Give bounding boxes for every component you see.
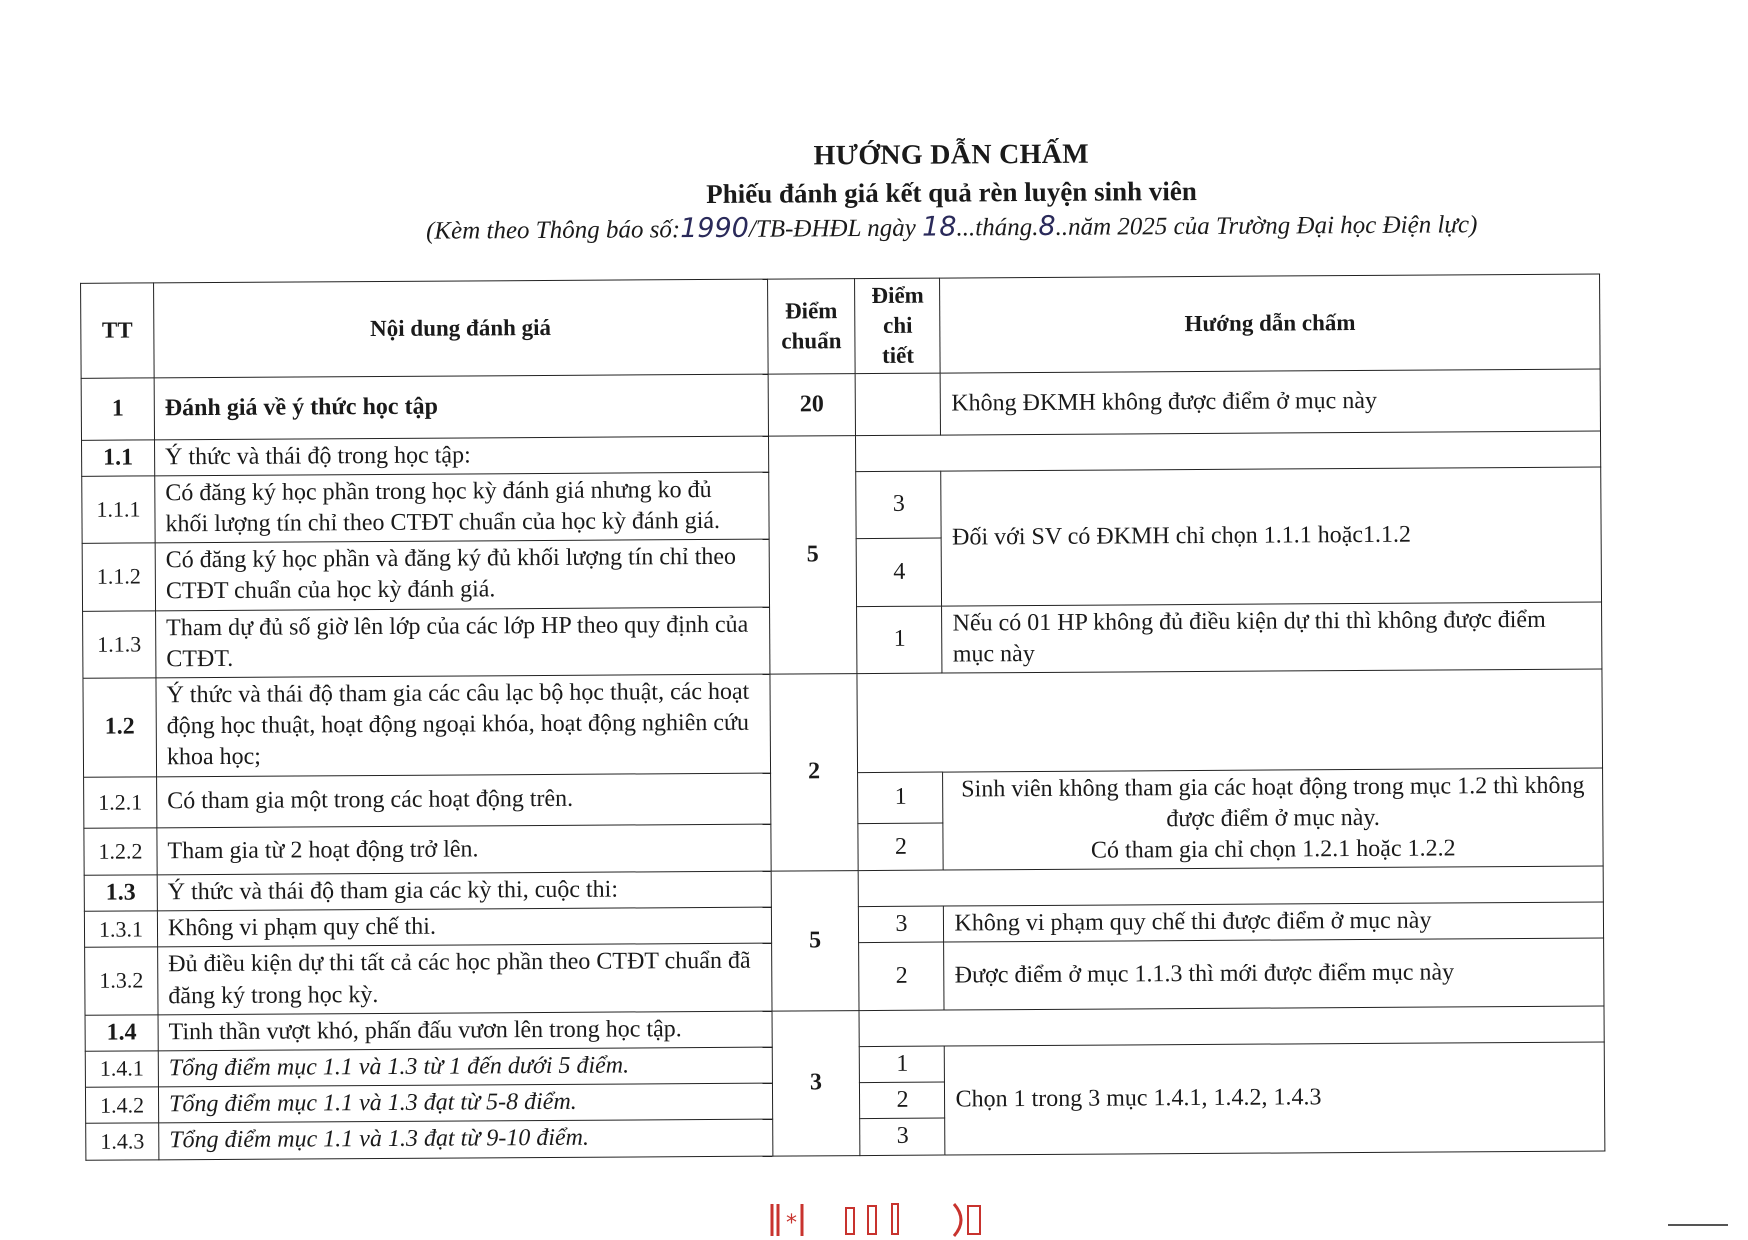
table-row: [83, 669, 1603, 777]
document-title: HƯỚNG DẪN CHẤM: [813, 138, 1090, 172]
row-detail-score: 4: [857, 538, 942, 606]
notice-day: 18: [921, 211, 957, 243]
row-tt: 1.4: [85, 1015, 158, 1052]
row-content: Tham gia từ 2 hoạt động trở lên.: [157, 824, 771, 875]
row-tt: 1.2.2: [84, 828, 157, 875]
notice-number: 1990: [680, 212, 750, 245]
guide-line: Có tham gia chỉ chọn 1.2.1 hoặc 1.2.2: [1090, 835, 1456, 864]
row-detail-score: 2: [860, 1082, 945, 1119]
row-tt: 1.3.1: [84, 911, 157, 948]
row-content: Đánh giá về ý thức học tập: [154, 374, 768, 440]
row-content: Có tham gia một trong các hoạt động trên.: [157, 773, 771, 828]
row-content: Ý thức và thái độ trong học tập:: [154, 436, 768, 476]
row-empty: [859, 1006, 1604, 1047]
attachment-prefix: (Kèm theo Thông báo số:: [425, 216, 681, 245]
row-guide: Chọn 1 trong 3 mục 1.4.1, 1.4.2, 1.4.3: [945, 1042, 1605, 1155]
row-tt: 1.3: [84, 875, 157, 912]
grading-table: [80, 274, 1605, 1161]
row-content: Không vi phạm quy chế thi.: [157, 907, 771, 947]
official-stamp-fragment: [768, 1200, 998, 1240]
row-standard-score: 5: [768, 435, 857, 674]
row-tt: 1.1.2: [82, 543, 155, 611]
header-detail-score: Điểm chi tiết: [855, 278, 941, 373]
row-guide: Không vi phạm quy chế thi được điểm ở mục này: [944, 902, 1604, 942]
row-content: Tinh thần vượt khó, phấn đấu vươn lên trong học tập.: [158, 1011, 772, 1051]
row-tt: 1: [81, 378, 154, 440]
header-standard-score: Điểm chuẩn: [767, 279, 856, 374]
row-standard-score: 3: [772, 1010, 861, 1155]
row-content: Tổng điểm mục 1.1 và 1.3 từ 1 đến dưới 5 điểm.: [158, 1047, 772, 1087]
row-guide: Được điểm ở mục 1.1.3 thì mới được điểm mục này: [944, 939, 1604, 1010]
row-standard-score: 5: [771, 871, 860, 1011]
row-detail-score: [856, 373, 941, 436]
header-content: Nội dung đánh giá: [154, 279, 768, 377]
row-tt: 1.4.3: [86, 1123, 159, 1160]
row-tt: 1.1.3: [83, 610, 156, 678]
attachment-mid2: ...tháng.: [956, 213, 1039, 242]
row-content: Đủ điều kiện dự thi tất cả các học phần theo CTĐT chuẩn đã đăng ký trong học kỳ.: [158, 944, 772, 1015]
attachment-suffix: ..năm 2025 của Trường Đại học Điện lực): [1055, 211, 1478, 241]
row-detail-score: 1: [858, 772, 943, 824]
row-content: Có đăng ký học phần trong học kỳ đánh giá nhưng ko đủ khối lượng tín chỉ theo CTĐT chuẩn của học kỳ đánh giá.: [155, 472, 769, 543]
row-detail-score: 1: [860, 1046, 945, 1083]
table-row: [81, 369, 1600, 440]
row-content: Tham dự đủ số giờ lên lớp của các lớp HP theo quy định của CTĐT.: [156, 607, 770, 678]
row-tt: 1.1.1: [82, 476, 155, 544]
notice-month: 8: [1038, 210, 1056, 242]
attachment-mid1: /TB-ĐHĐL ngày: [748, 214, 923, 243]
row-detail-score: 3: [856, 471, 941, 539]
row-content: Ý thức và thái độ tham gia các câu lạc bộ học thuật, các hoạt động học thuật, hoạt động ngoại khóa, hoạt động nghiên cứu khoa học;: [156, 674, 770, 776]
row-tt: 1.4.2: [85, 1087, 158, 1124]
row-guide: Đối với SV có ĐKMH chỉ chọn 1.1.1 hoặc1.1.2: [941, 467, 1601, 606]
row-detail-score: 3: [860, 1118, 945, 1155]
row-standard-score: 20: [768, 373, 856, 436]
row-content: Có đăng ký học phần và đăng ký đủ khối lượng tín chỉ theo CTĐT chuẩn của học kỳ đánh giá.: [155, 539, 769, 610]
row-guide: Không ĐKMH không được điểm ở mục này: [941, 369, 1601, 435]
document-subtitle: Phiếu đánh giá kết quả rèn luyện sinh viên: [706, 175, 1197, 209]
row-tt: 1.2.1: [84, 776, 157, 828]
row-guide: [943, 768, 1603, 871]
row-tt: 1.4.1: [85, 1051, 158, 1088]
row-empty: [856, 431, 1601, 472]
row-detail-score: 1: [857, 606, 942, 674]
header-tt: TT: [81, 283, 155, 378]
attachment-note: [0, 207, 1746, 249]
row-detail-score: 3: [859, 906, 944, 943]
row-guide: Nếu có 01 HP không đủ điều kiện dự thi thì không được điểm mục này: [942, 602, 1602, 673]
row-content: Tổng điểm mục 1.1 và 1.3 đạt từ 9-10 điểm.: [159, 1120, 773, 1160]
row-standard-score: 2: [769, 674, 858, 872]
guide-line: Sinh viên không tham gia các hoạt động trong mục 1.2 thì không được điểm ở mục này.: [961, 772, 1585, 832]
row-empty: [859, 866, 1604, 907]
stamp-mark-icon: [768, 1200, 998, 1240]
row-detail-score: 2: [859, 943, 944, 1011]
row-detail-score: 2: [858, 823, 943, 870]
scan-edge-mark: [1668, 1224, 1728, 1226]
svg-text:*: *: [786, 1211, 797, 1236]
row-tt: 1.2: [83, 678, 157, 777]
row-tt: 1.1: [82, 440, 155, 477]
header-guide: Hướng dẫn chấm: [940, 274, 1600, 373]
row-empty: [857, 669, 1602, 772]
table-header-row: [81, 274, 1601, 378]
row-tt: 1.3.2: [85, 947, 158, 1015]
row-content: Ý thức và thái độ tham gia các kỳ thi, cuộc thi:: [157, 871, 771, 911]
row-content: Tổng điểm mục 1.1 và 1.3 đạt từ 5-8 điểm.: [158, 1083, 772, 1123]
